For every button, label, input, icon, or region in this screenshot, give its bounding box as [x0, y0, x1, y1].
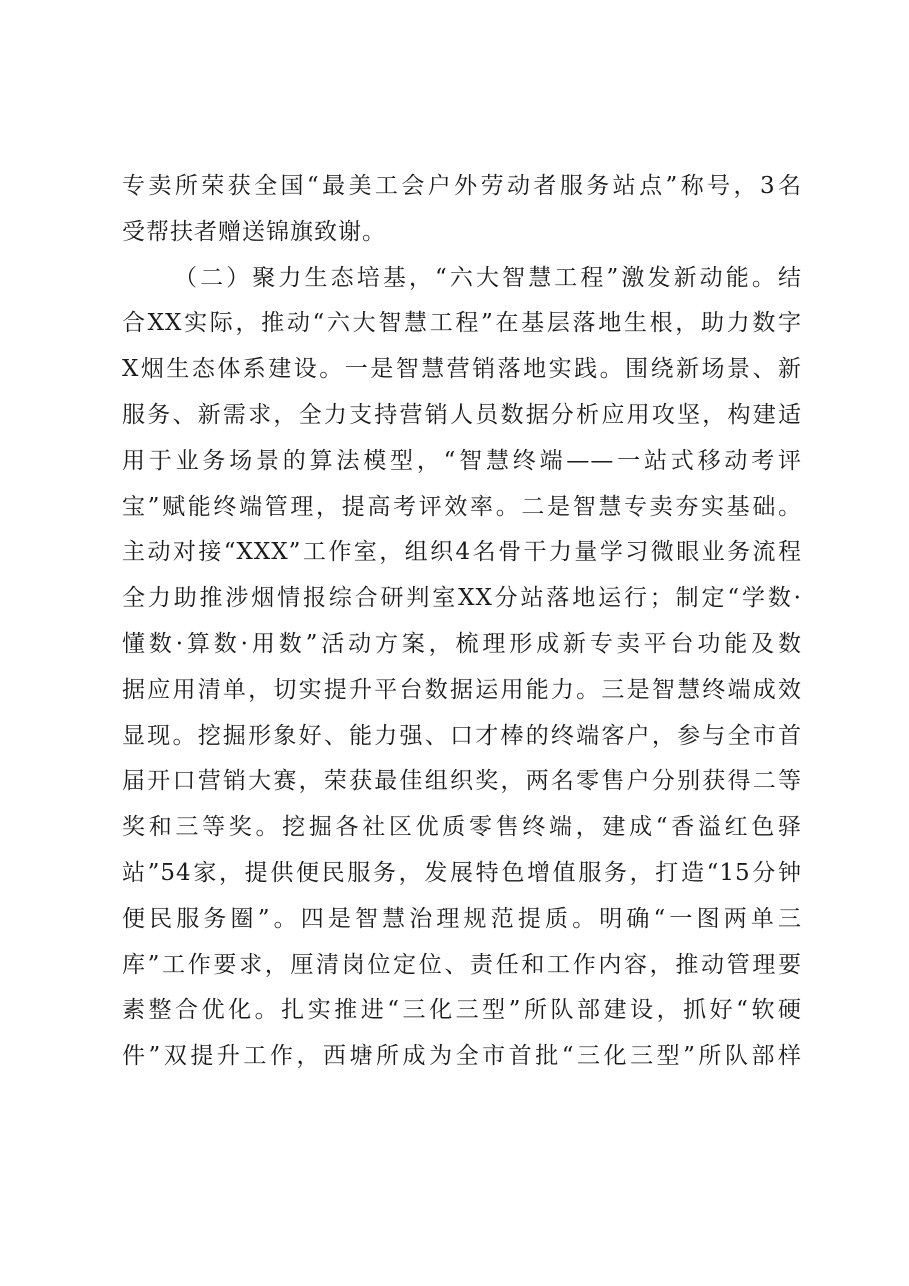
- text-line: 件”双提升工作，西塘所成为全市首批“三化三型”所队部样: [122, 1043, 802, 1070]
- text-line: 主动对接“XXX”工作室，组织4名骨干力量学习微眼业务流程: [122, 539, 802, 566]
- text-line: 据应用清单，切实提升平台数据运用能力。三是智慧终端成效: [122, 676, 802, 703]
- text-line: 届开口营销大赛，荣获最佳组织奖，两名零售户分别获得二等: [122, 768, 802, 795]
- text-line: 懂数·算数·用数”活动方案，梳理形成新专卖平台功能及数: [122, 630, 802, 657]
- text-line: X烟生态体系建设。一是智慧营销落地实践。围绕新场景、新: [122, 356, 802, 383]
- text-line: 服务、新需求，全力支持营销人员数据分析应用攻坚，构建适: [122, 401, 802, 428]
- text-line: 全力助推涉烟情报综合研判室XX分站落地运行；制定“学数·: [122, 585, 802, 612]
- section-heading-line: （二）聚力生态培基，“六大智慧工程”激发新动能。结: [174, 264, 802, 291]
- text-line: 库”工作要求，厘清岗位定位、责任和工作内容，推动管理要: [122, 951, 802, 978]
- text-line: 用于业务场景的算法模型，“智慧终端——一站式移动考评: [122, 447, 802, 474]
- text-line: 专卖所荣获全国“最美工会户外劳动者服务站点”称号，3名: [122, 173, 802, 199]
- text-line: 宝”赋能终端管理，提高考评效率。二是智慧专卖夯实基础。: [122, 493, 802, 520]
- body-text: [122, 164, 802, 1080]
- text-line: 合XX实际，推动“六大智慧工程”在基层落地生根，助力数字: [122, 310, 802, 337]
- text-line: 素整合优化。扎实推进“三化三型”所队部建设，抓好“软硬: [122, 997, 802, 1024]
- text-line: 奖和三等奖。挖掘各社区优质零售终端，建成“香溢红色驿: [122, 814, 802, 841]
- text-line: 便民服务圈”。四是智慧治理规范提质。明确“一图两单三: [122, 905, 802, 932]
- text-line: 站”54家，提供便民服务，发展特色增值服务，打造“15分钟: [122, 859, 802, 886]
- text-line: 显现。挖掘形象好、能力强、口才棒的终端客户，参与全市首: [122, 722, 802, 749]
- text-line: 受帮扶者赠送锦旗致谢。: [122, 218, 386, 245]
